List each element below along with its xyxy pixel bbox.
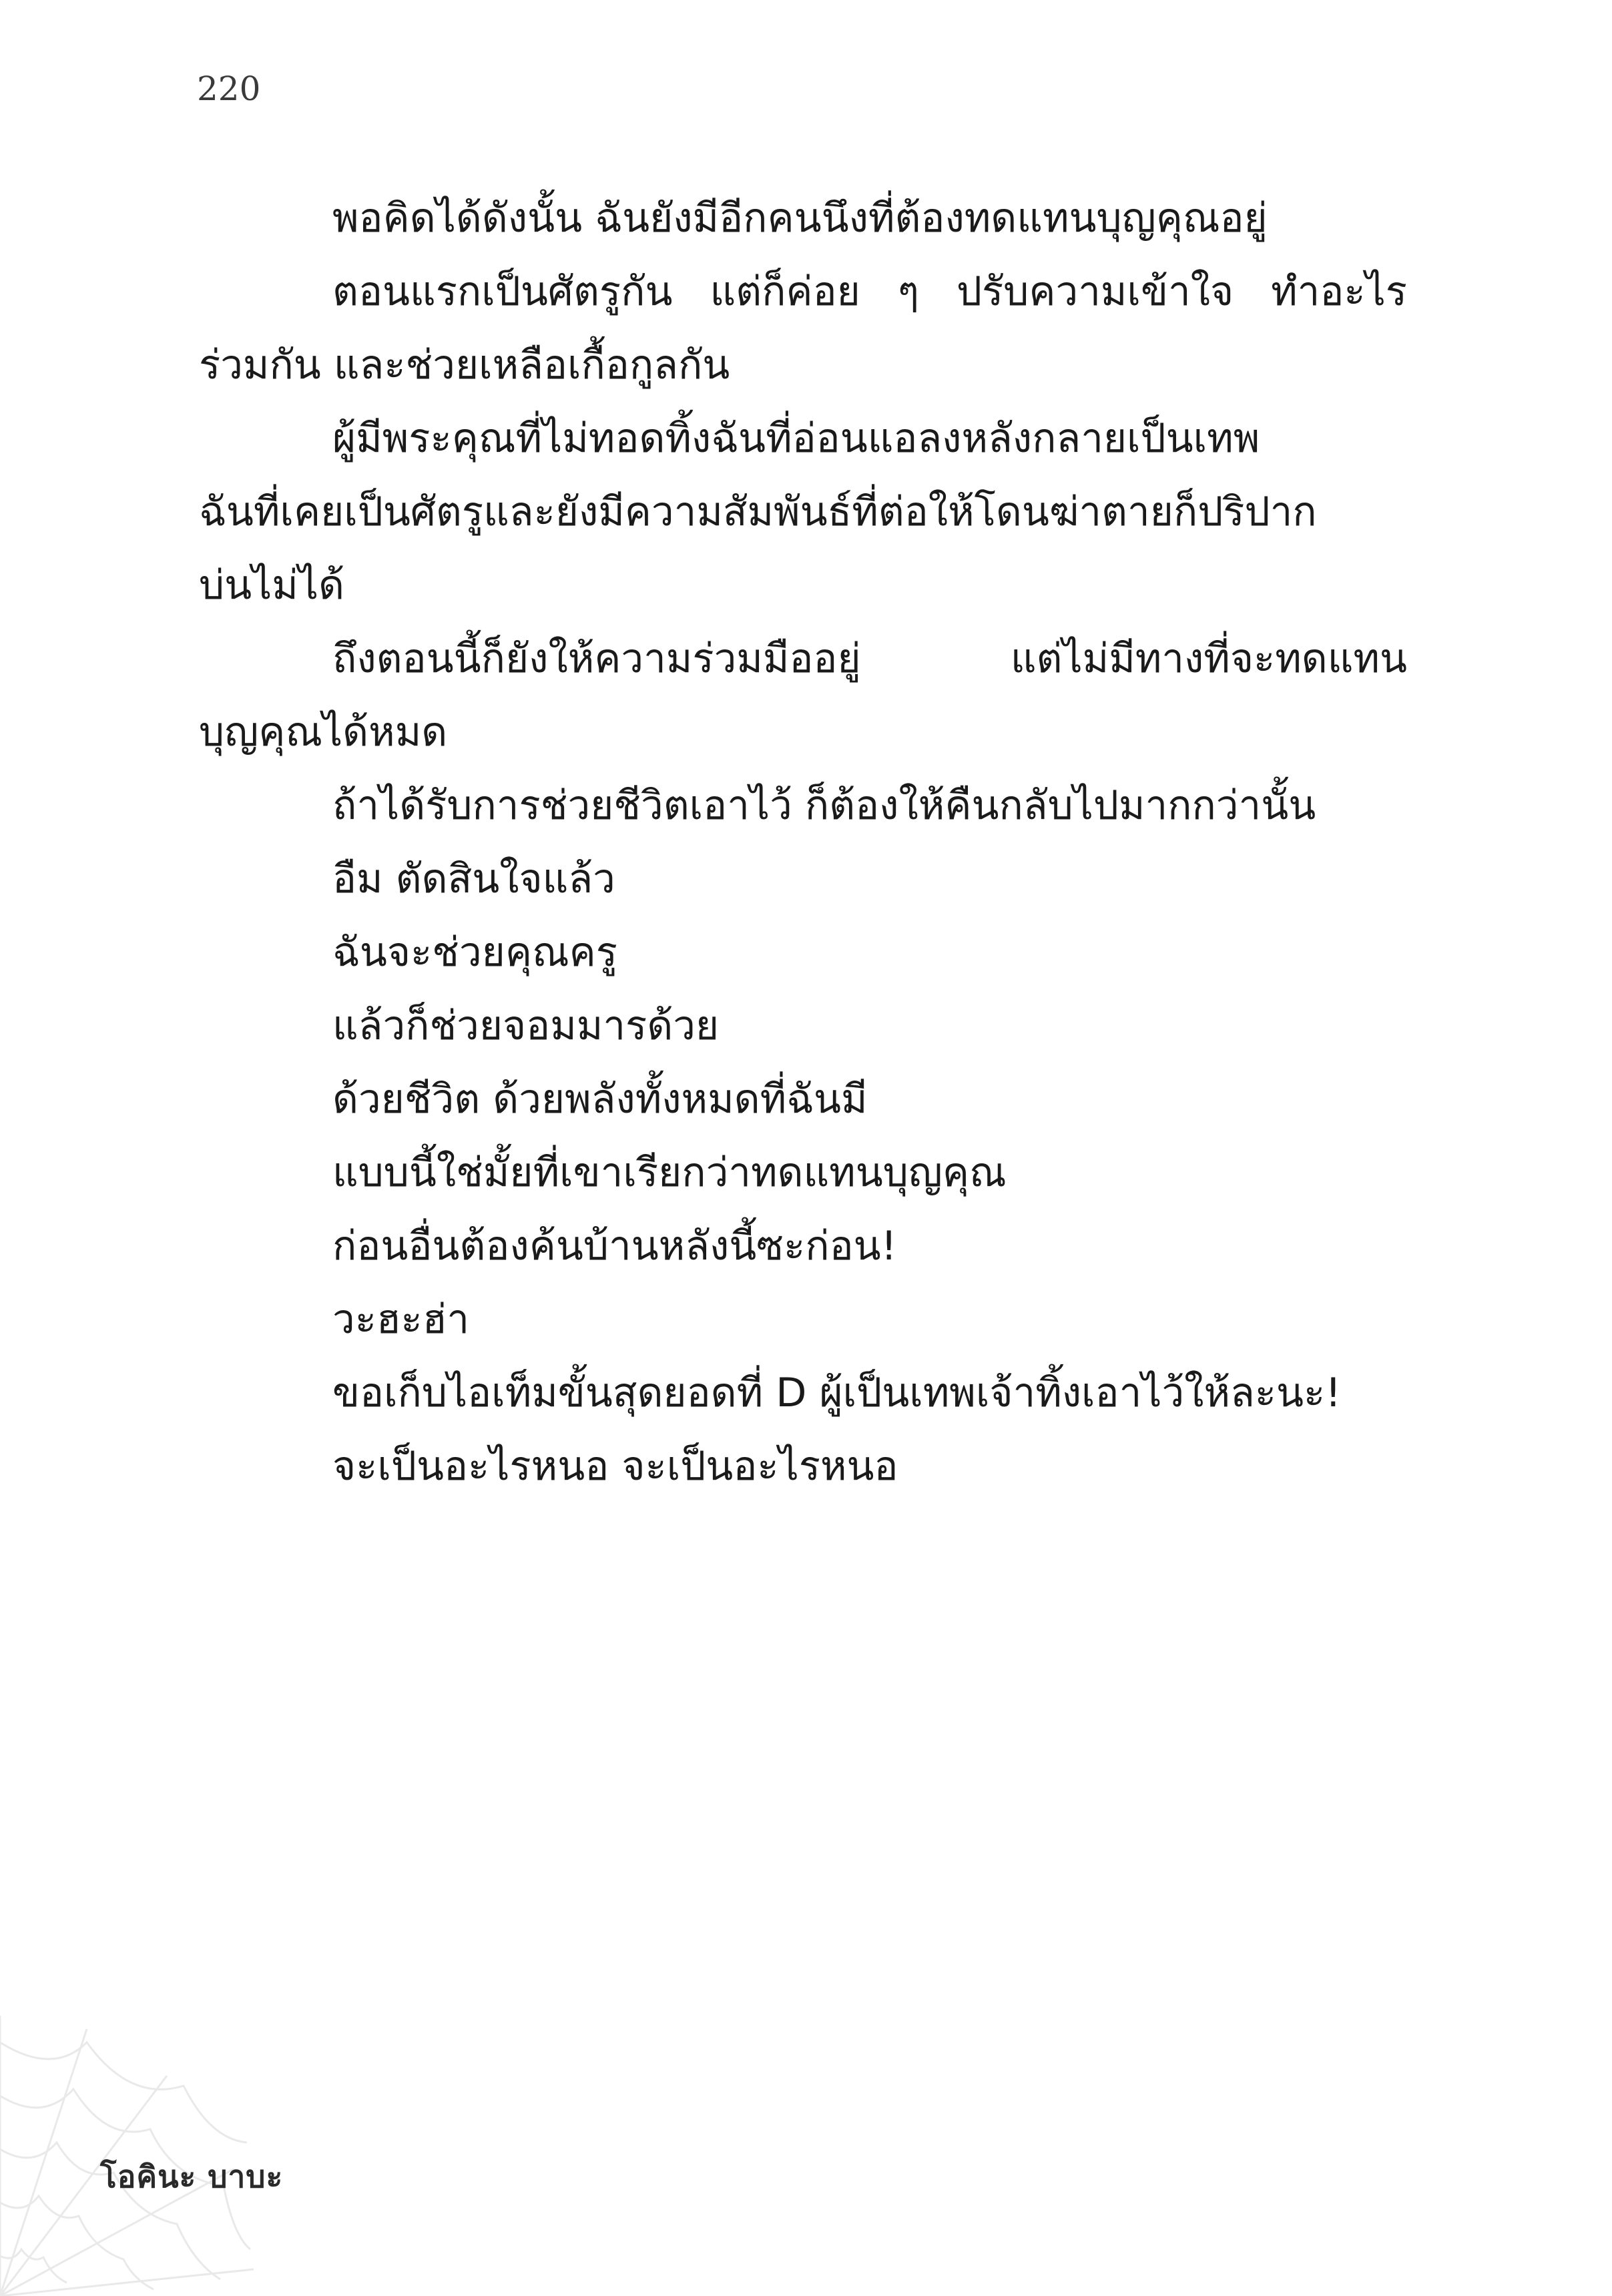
text-line: ตอนแรกเป็นศัตรูกัน แต่ก็ค่อย ๆ ปรับความเข้าใจ ทำอะไร <box>332 268 1407 315</box>
text-line: บ่นไม่ได้ <box>199 562 344 609</box>
text-line: วะฮะฮ่า <box>332 1296 470 1343</box>
text-line: แล้วก็ช่วยจอมมารด้วย <box>332 1002 720 1049</box>
text-line: ถ้าได้รับการช่วยชีวิตเอาไว้ ก็ต้องให้คืนกลับไปมากกว่านั้น <box>332 782 1316 829</box>
text-line: ถึงตอนนี้ก็ยังให้ความร่วมมืออยู่ แต่ไม่มีทางที่จะทดแทน <box>332 635 1407 682</box>
text-line: ร่วมกัน และช่วยเหลือเกื้อกูลกัน <box>199 342 730 388</box>
text-line: ด้วยชีวิต ด้วยพลังทั้งหมดที่ฉันมี <box>332 1076 868 1123</box>
text-line: ฉันที่เคยเป็นศัตรูและยังมีความสัมพันธ์ที่ต่อให้โดนฆ่าตายก็ปริปาก <box>199 489 1317 535</box>
text-line: อืม ตัดสินใจแล้ว <box>332 856 615 902</box>
spider-web-icon <box>0 2016 254 2296</box>
text-line: ฉันจะช่วยคุณครู <box>332 929 618 976</box>
text-line: จะเป็นอะไรหนอ จะเป็นอะไรหนอ <box>332 1443 898 1490</box>
text-line: ขอเก็บไอเท็มขั้นสุดยอดที่ D ผู้เป็นเทพเจ้าทิ้งเอาไว้ให้ละนะ! <box>332 1370 1342 1416</box>
author-name: โอคินะ บาบะ <box>100 2159 284 2195</box>
body-text <box>199 182 1407 1503</box>
text-line: บุญคุณได้หมด <box>199 709 448 756</box>
text-line: แบบนี้ใช่มั้ยที่เขาเรียกว่าทดแทนบุญคุณ <box>332 1149 1007 1196</box>
text-line: พอคิดได้ดังนั้น ฉันยังมีอีกคนนึงที่ต้องทดแทนบุญคุณอยู่ <box>332 195 1268 242</box>
text-line: ผู้มีพระคุณที่ไม่ทอดทิ้งฉันที่อ่อนแอลงหลังกลายเป็นเทพ <box>332 415 1260 462</box>
text-line: ก่อนอื่นต้องค้นบ้านหลังนี้ซะก่อน! <box>332 1223 897 1269</box>
page-number: 220 <box>197 69 261 108</box>
